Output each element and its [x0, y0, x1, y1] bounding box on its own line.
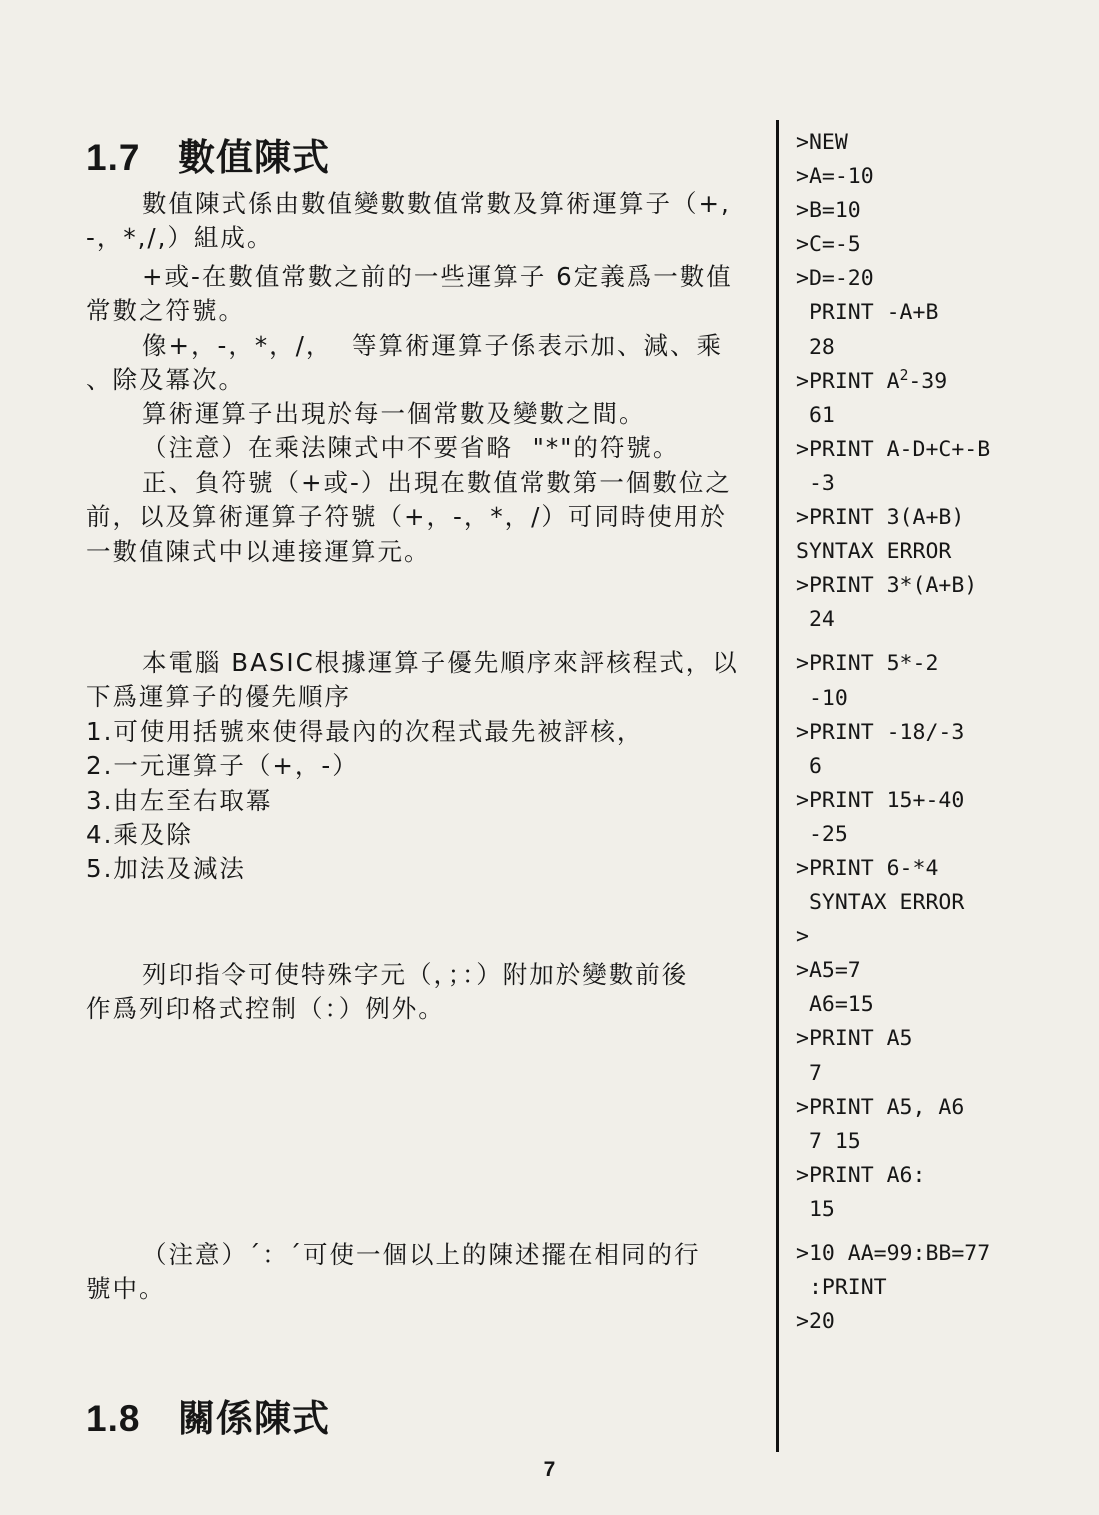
text-line: 數值陳式係由數值變數數值常數及算術運算子（+, [142, 189, 731, 218]
code-line: 24 [796, 607, 835, 633]
code-line: 28 [796, 334, 835, 360]
paragraph-arithmetic-operators [86, 329, 760, 398]
exponent: 2 [899, 366, 909, 384]
code-line: >NEW [796, 130, 848, 155]
code-line: >PRINT A5 [796, 1026, 913, 1052]
list-item: 3.由左至右取冪 [86, 785, 273, 815]
code-line: 7 [796, 1060, 822, 1086]
text-line: 像+，-，*，/， 等算術運算子係表示加、減、乘 [142, 331, 723, 360]
text-line: 作爲列印格式控制（：）例外。 [86, 994, 445, 1024]
text-line: 下爲運算子的優先順序 [86, 682, 351, 712]
section-number: 1.7 [86, 137, 141, 178]
text-line: 前，以及算術運算子符號（+，-，*，/）可同時使用於 [86, 502, 727, 532]
code-line: 6 [796, 753, 822, 779]
text-line: （注意）´：´可使一個以上的陳述擺在相同的行 [142, 1240, 701, 1269]
list-item: 2.一元運算子（+，-） [86, 751, 359, 781]
paragraph-signs-usage [86, 466, 760, 569]
page-number: 7 [543, 1458, 556, 1481]
code-line: >C=-5 [796, 232, 861, 258]
column-divider [776, 120, 779, 1452]
list-item: 5.加法及減法 [86, 854, 246, 884]
code-line: 15 [796, 1196, 835, 1222]
paragraph-operator-precedence [86, 646, 760, 887]
code-line: >PRINT 5*-2 [796, 651, 939, 677]
code-line: A6=15 [796, 992, 874, 1018]
text-line: 本電腦 BASIC根據運算子優先順序來評核程式，以 [142, 648, 739, 677]
code-line: >PRINT A5, A6 [796, 1094, 965, 1120]
code-line: >D=-20 [796, 266, 874, 292]
code-line: SYNTAX ERROR [796, 539, 952, 565]
text-line: 號中。 [86, 1274, 166, 1304]
text-line: 算術運算子出現於每一個常數及變數之間。 [142, 399, 646, 428]
code-line: 7 15 [796, 1128, 861, 1154]
code-text: >PRINT A [796, 368, 900, 394]
paragraph-print-format [86, 958, 760, 1027]
list-item: 1.可使用括號來使得最內的次程式最先被評核， [86, 716, 644, 746]
code-line: >A5=7 [796, 958, 861, 984]
text-line: （注意）在乘法陳式中不要省略 "*"的符號。 [142, 433, 680, 462]
code-line: -25 [796, 821, 848, 847]
basic-code-listing [796, 126, 1091, 1339]
paragraph-colon-note [86, 1238, 760, 1307]
text-line: 一數值陳式中以連接運算元。 [86, 536, 431, 566]
text-line: -，*,/,）組成。 [86, 223, 274, 253]
text-line: +或-在數值常數之前的一些運算子 6定義爲一數值 [142, 262, 733, 291]
code-line: >PRINT A6: [796, 1162, 926, 1188]
text-line: 常數之符號。 [86, 296, 245, 326]
code-line: >PRINT 3(A+B) [796, 505, 965, 531]
code-line: >B=10 [796, 198, 861, 224]
code-line: >PRINT -18/-3 [796, 719, 965, 745]
code-line: >PRINT 15+-40 [796, 787, 965, 813]
code-line: 61 [796, 402, 835, 428]
code-spacer [796, 637, 1091, 647]
section-title: 關係陳式 [178, 1398, 330, 1439]
paragraph-multiplication-note [86, 431, 760, 465]
code-line: PRINT -A+B [796, 300, 939, 326]
code-line-squared [796, 365, 1091, 399]
section-number: 1.8 [86, 1398, 141, 1439]
code-line: > [796, 924, 809, 950]
code-line: >PRINT 3*(A+B) [796, 573, 978, 599]
paragraph-numeric-expression [86, 187, 760, 256]
code-line: >A=-10 [796, 164, 874, 190]
section-title: 數值陳式 [178, 137, 330, 178]
paragraph-sign-operators [86, 260, 760, 329]
code-spacer [796, 1227, 1091, 1237]
code-text: -39 [908, 368, 948, 394]
code-line: >PRINT A-D+C+-B [796, 436, 991, 462]
text-line: 正、負符號（+或-）出現在數值常數第一個數位之 [142, 468, 732, 497]
code-line: -3 [796, 470, 835, 496]
section-1-8-heading [86, 1388, 330, 1442]
code-line: >20 [796, 1309, 835, 1335]
text-line: 、除及冪次。 [86, 365, 245, 395]
code-line: >PRINT 6-*4 [796, 855, 939, 881]
code-line: >10 AA=99:BB=77 [796, 1241, 991, 1266]
list-item: 4.乘及除 [86, 820, 193, 850]
paragraph-operator-placement [86, 397, 760, 431]
text-line: 列印指令可使特殊字元（，；：）附加於變數前後 [142, 960, 689, 989]
code-line: -10 [796, 685, 848, 711]
code-line: :PRINT [796, 1275, 887, 1301]
section-1-7-heading [86, 127, 330, 181]
code-line: SYNTAX ERROR [796, 890, 965, 916]
